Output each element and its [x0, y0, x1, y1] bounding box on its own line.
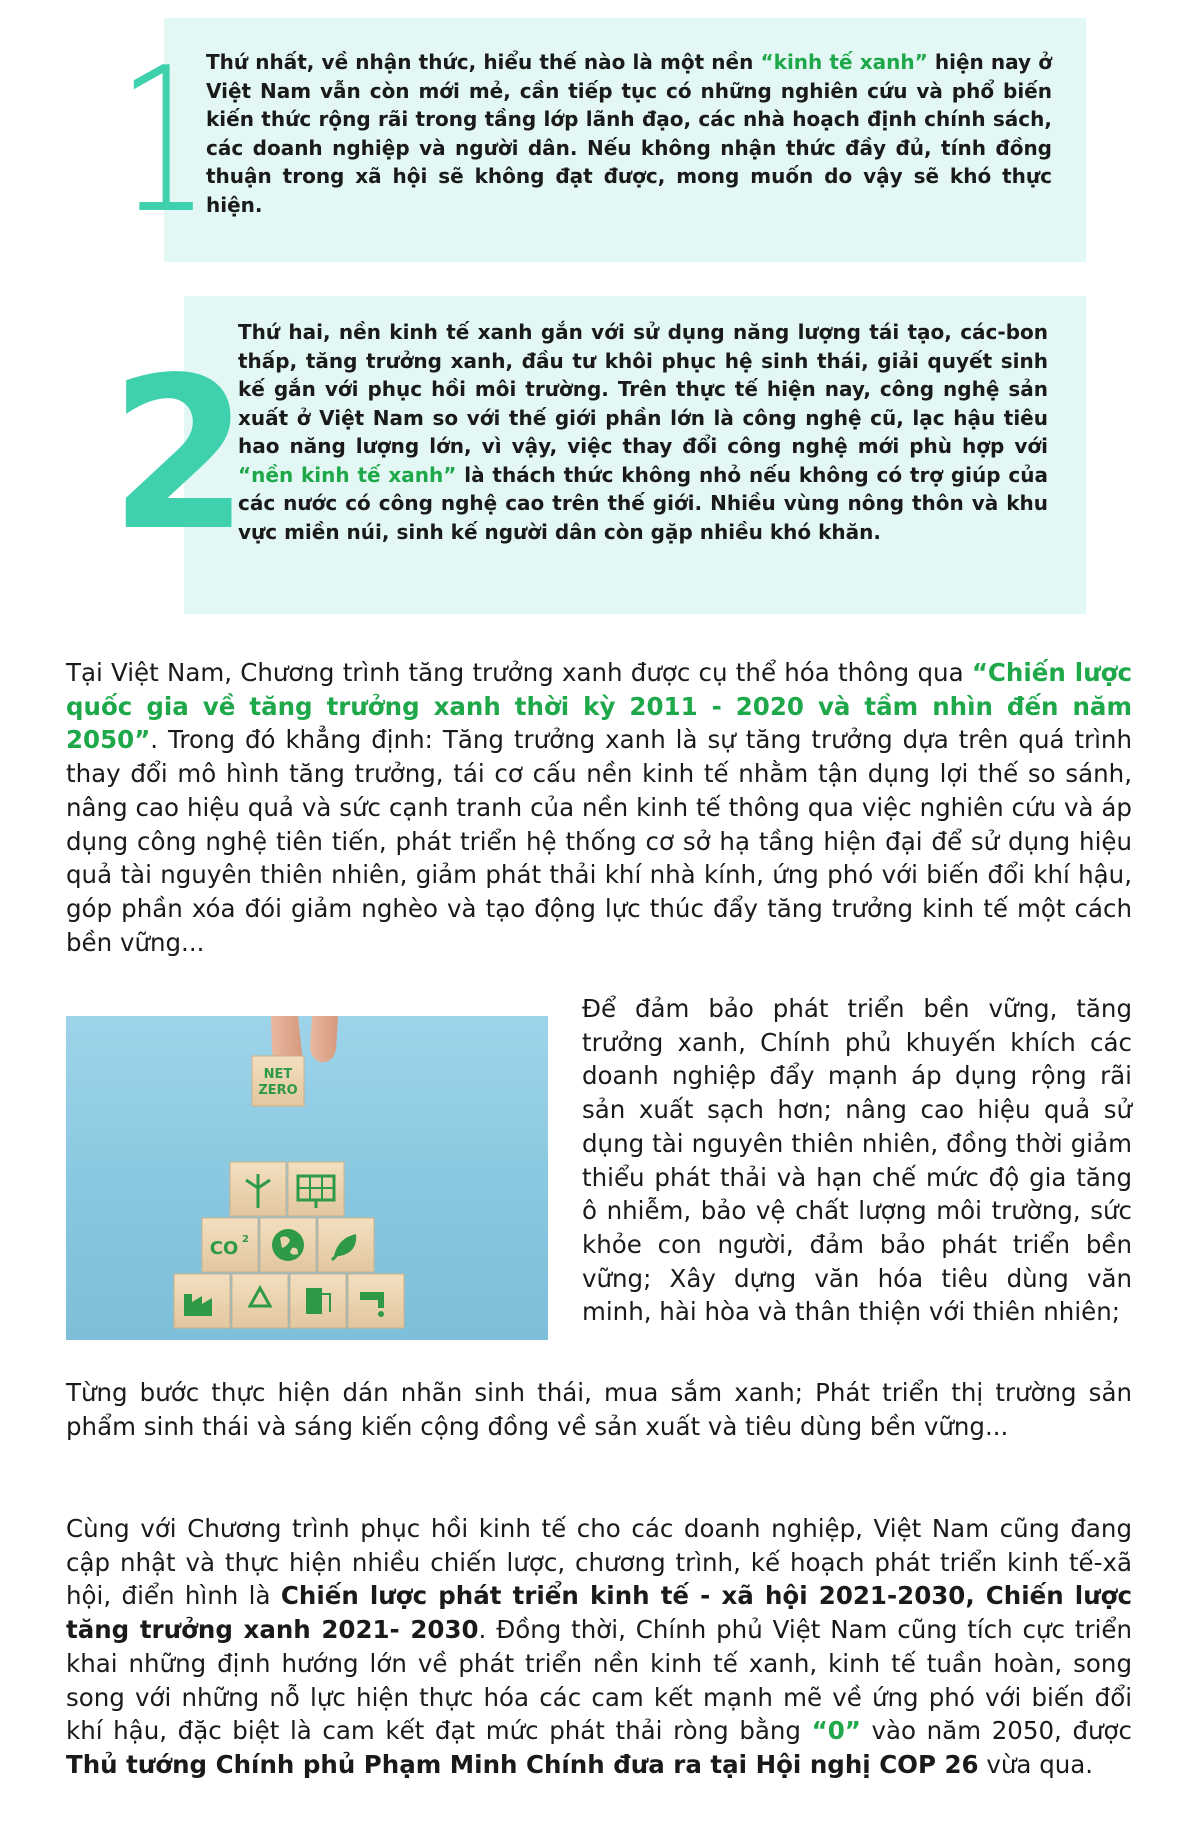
finger-right: [310, 1016, 338, 1062]
water-tap-block: [348, 1274, 404, 1328]
para3-text-1: Cùng với Chương trình phục hồi kinh tế cho các doanh nghiệp, Việt Nam cũng đang cập nhật và thực hiện nhiều chiến lược, chương trình, kế hoạch phát triển kinh tế-xã hội, điển hình là: [66, 1514, 1132, 1611]
callout-number-2: 2: [110, 332, 249, 577]
callout-1-highlight: “kinh tế xanh”: [760, 50, 928, 74]
callout-1-text-end: hiện nay ở Việt Nam vẫn còn mới mẻ, cần tiếp tục có những nghiên cứu và phổ biến kiến thức rộng rãi trong tầng lớp lãnh đạo, các nhà hoạch định chính sách, các doanh nghiệp và người dân. Nếu không nhận thức đầy đủ, tính đồng thuận trong xã hội sẽ không đạt được, mong muốn do vậy sẽ khó thực hiện.: [206, 50, 1052, 217]
para3-zero-highlight: “0”: [811, 1716, 861, 1746]
co2-subscript: 2: [242, 1234, 249, 1245]
callout-1-text-start: Thứ nhất, về nhận thức, hiểu thế nào là một nền: [206, 50, 761, 74]
recycle-block: [232, 1274, 288, 1328]
para1-text-end: . Trong đó khẳng định: Tăng trưởng xanh là sự tăng trưởng dựa trên quá trình thay đổi mô hình tăng trưởng, tái cơ cấu nền kinh tế nhằm tận dụng lợi thế so sánh, nâng cao hiệu quả và sức cạnh tranh của nền kinh tế thông qua việc nghiên cứu và áp dụng công nghệ tiên tiến, phát triển hệ thống cơ sở hạ tầng hiện đại để sử dụng hiệu quả tài nguyên thiên nhiên, giảm phát thải khí nhà kính, ứng phó với biến đổi khí hậu, góp phần xóa đói giảm nghèo và tạo động lực thúc đẩy tăng trưởng kinh tế một cách bền vững...: [66, 725, 1132, 957]
callout-text-2: [238, 318, 1048, 546]
callout-2-highlight: “nền kinh tế xanh”: [238, 462, 457, 487]
net-zero-blocks-image: [66, 1016, 548, 1340]
para3-bold-1: Chiến lược phát triển kinh tế - xã hội 2021-2030, Chiến lược tăng trưởng xanh 2021- 2030: [66, 1581, 1132, 1645]
callout-text-1: [206, 48, 1052, 219]
para3-text-3: vào năm 2050, được: [860, 1716, 1132, 1746]
para3-text-4: vừa qua.: [978, 1749, 1094, 1779]
callout-2-text-end: là thách thức không nhỏ nếu không có trợ giúp của các nước có công nghệ cao trên thế giới. Nhiều vùng nông thôn và khu vực miền núi, sinh kế người dân còn gặp nhiều khó khăn.: [238, 462, 1048, 544]
paragraph-sustainable-development-right: Để đảm bảo phát triển bền vững, tăng trưởng xanh, Chính phủ khuyến khích các doanh nghiệp đẩy mạnh áp dụng rộng rãi sản xuất sạch hơn; nâng cao hiệu quả sử dụng tài nguyên thiên nhiên, đồng thời giảm thiểu phát thải và hạn chế mức độ gia tăng ô nhiễm, bảo vệ chất lượng môi trường, sức khỏe con người, đảm bảo phát triển bền vững; Xây dựng văn hóa tiêu dùng văn minh, hài hòa và thân thiện với thiên nhiên;: [582, 994, 1132, 1327]
paragraph-sustainable-development-continued: Từng bước thực hiện dán nhãn sinh thái, mua sắm xanh; Phát triển thị trường sản phẩm sinh thái và sáng kiến cộng đồng về sản xuất và tiêu dùng bền vững...: [66, 1378, 1132, 1441]
para3-bold-2: Thủ tướng Chính phủ Phạm Minh Chính đưa ra tại Hội nghị COP 26: [66, 1749, 979, 1779]
co2-label: CO: [209, 1238, 239, 1259]
net-zero-illustration: [66, 1016, 548, 1340]
net-label: NET: [263, 1067, 293, 1082]
callout-2-text-start: Thứ hai, nền kinh tế xanh gắn với sử dụng năng lượng tái tạo, các-bon thấp, tăng trưởng xanh, đầu tư khôi phục hệ sinh thái, giải quyết sinh kế gắn với phục hồi môi trường. Trên thực tế hiện nay, công nghệ sản xuất ở Việt Nam so với thế giới phần lớn là công nghệ cũ, lạc hậu tiêu hao năng lượng lớn, vì vậy, việc thay đổi công nghệ mới phù hợp với: [238, 320, 1048, 458]
paragraph-economic-recovery: [66, 1512, 1132, 1782]
callout-number-1: 1: [118, 25, 210, 258]
para1-highlight: “Chiến lược quốc gia về tăng trưởng xanh thời kỳ 2011 - 2020 và tầm nhìn đến năm 2050”: [66, 658, 1132, 755]
para1-text-start: Tại Việt Nam, Chương trình tăng trưởng xanh được cụ thể hóa thông qua: [66, 658, 972, 687]
globe-icon: [272, 1229, 304, 1261]
paragraph-green-growth-strategy: [66, 656, 1132, 959]
para3-text-2: . Đồng thời, Chính phủ Việt Nam cũng tích cực triển khai những định hướng lớn về phát triển nền kinh tế xanh, kinh tế tuần hoàn, song song với những nỗ lực hiện thực hóa các cam kết mạnh mẽ về ứng phó với biến đổi khí hậu, đặc biệt là cam kết đạt mức phát thải ròng bằng: [66, 1615, 1132, 1746]
zero-label: ZERO: [258, 1083, 298, 1098]
